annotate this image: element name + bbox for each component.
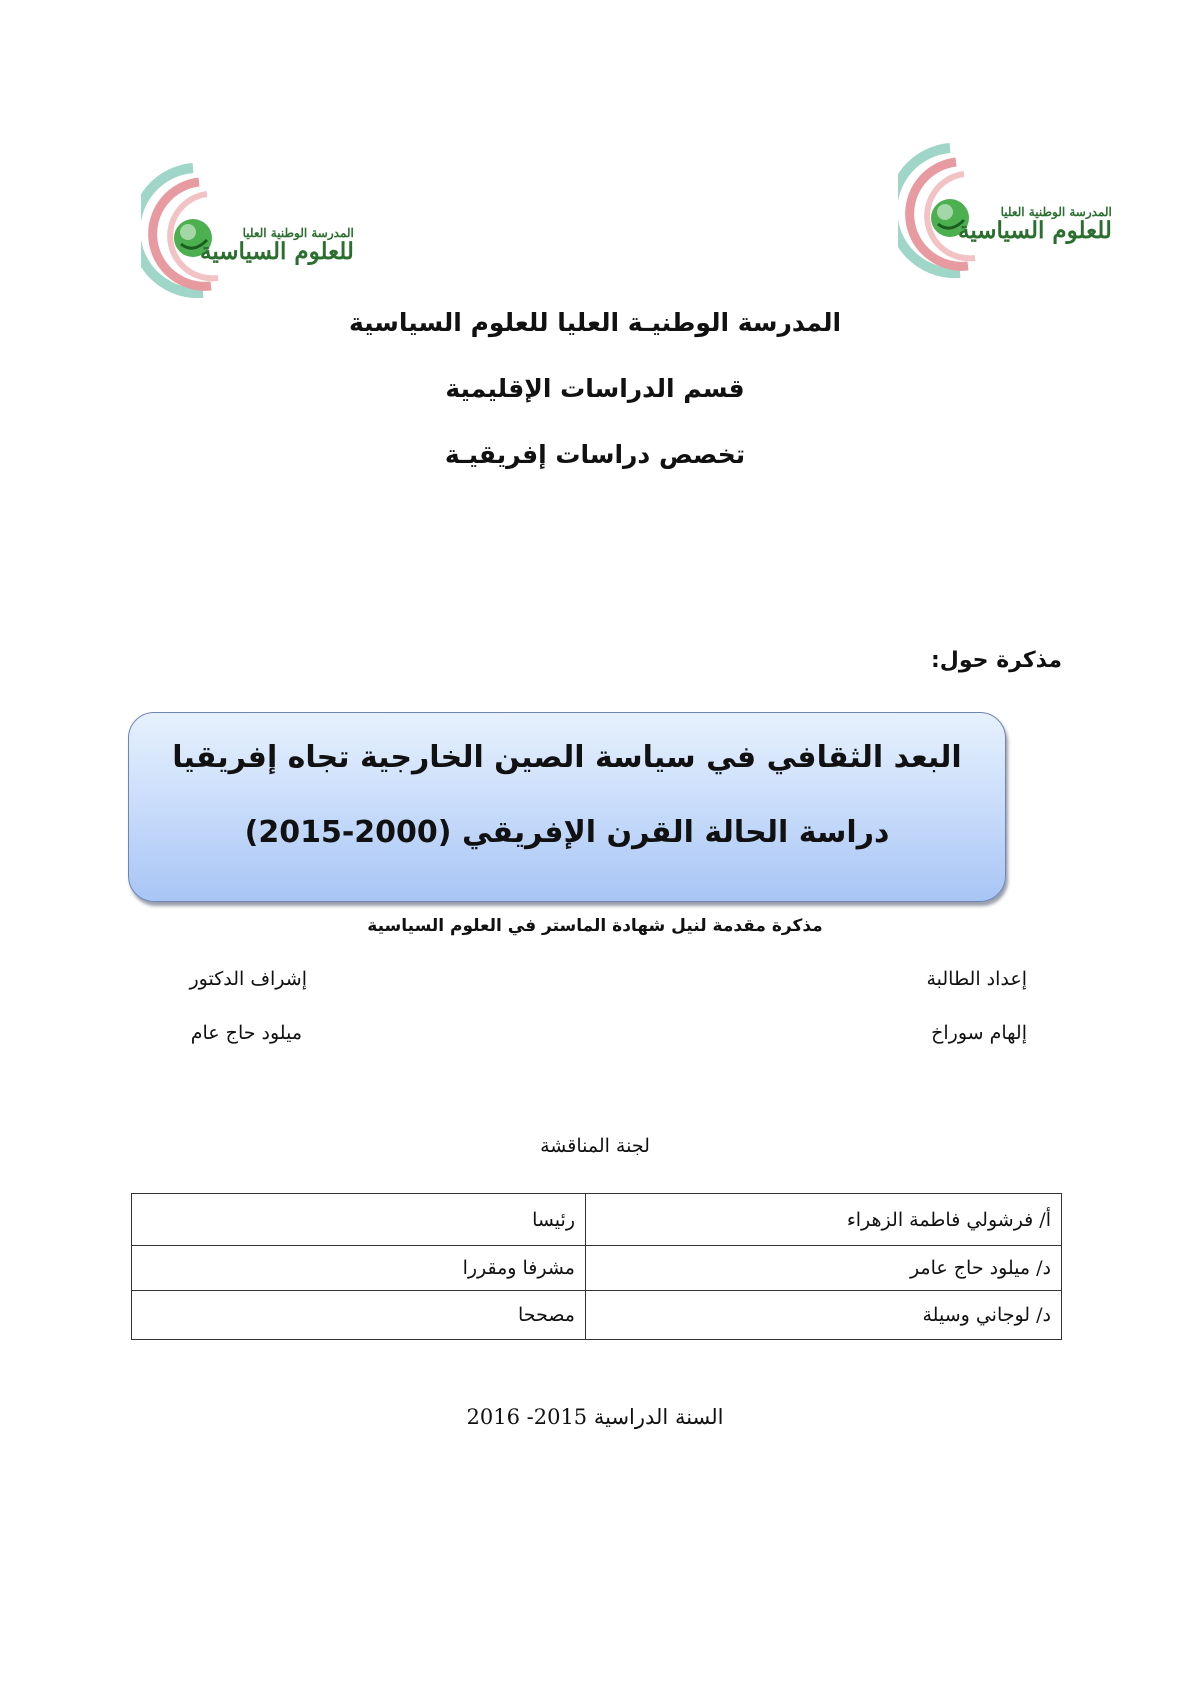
committee-title: لجنة المناقشة: [540, 1135, 650, 1157]
academic-year: السنة الدراسية 2015- 2016: [466, 1405, 724, 1429]
specialty-name: تخصص دراسات إفريقيـة: [444, 440, 746, 469]
thesis-title-box: [128, 712, 1006, 902]
table-row: [132, 1291, 1062, 1340]
member-name: أ/ فرشولي فاطمة الزهراء: [586, 1194, 1062, 1246]
memo-label: مذكرة حول:: [931, 648, 1062, 673]
logo-text-right: [958, 205, 1112, 243]
degree-subtitle: مذكرة مقدمة لنيل شهادة الماستر في العلوم السياسية: [367, 916, 823, 936]
department-name: قسم الدراسات الإقليمية: [445, 374, 745, 403]
logo-line1: المدرسة الوطنية العليا: [242, 226, 354, 240]
member-role: مصححا: [132, 1291, 586, 1340]
student-label: إعداد الطالبة: [926, 968, 1027, 990]
committee-table: [131, 1193, 1062, 1340]
member-role: رئيسا: [132, 1194, 586, 1246]
table-row: [132, 1246, 1062, 1291]
logo-line2: للعلوم السياسية: [958, 217, 1112, 244]
logo-text-left: [200, 226, 354, 264]
logo-line1: المدرسة الوطنية العليا: [1000, 205, 1112, 219]
member-name: د/ ميلود حاج عامر: [586, 1246, 1062, 1291]
thesis-title-line1: البعد الثقافي في سياسة الصين الخارجية تجاه إفريقيا: [172, 740, 962, 775]
member-role: مشرفا ومقررا: [132, 1246, 586, 1291]
student-name: إلهام سوراخ: [931, 1022, 1027, 1044]
thesis-title-line2: دراسة الحالة القرن الإفريقي (2000-2015): [244, 815, 890, 850]
logo-line2: للعلوم السياسية: [200, 238, 354, 265]
school-name: المدرسة الوطنيـة العليا للعلوم السياسية: [348, 308, 842, 337]
member-name: د/ لوجاني وسيلة: [586, 1291, 1062, 1340]
supervisor-name: ميلود حاج عام: [190, 1022, 302, 1044]
supervisor-label: إشراف الدكتور: [189, 968, 307, 990]
table-row: [132, 1194, 1062, 1246]
